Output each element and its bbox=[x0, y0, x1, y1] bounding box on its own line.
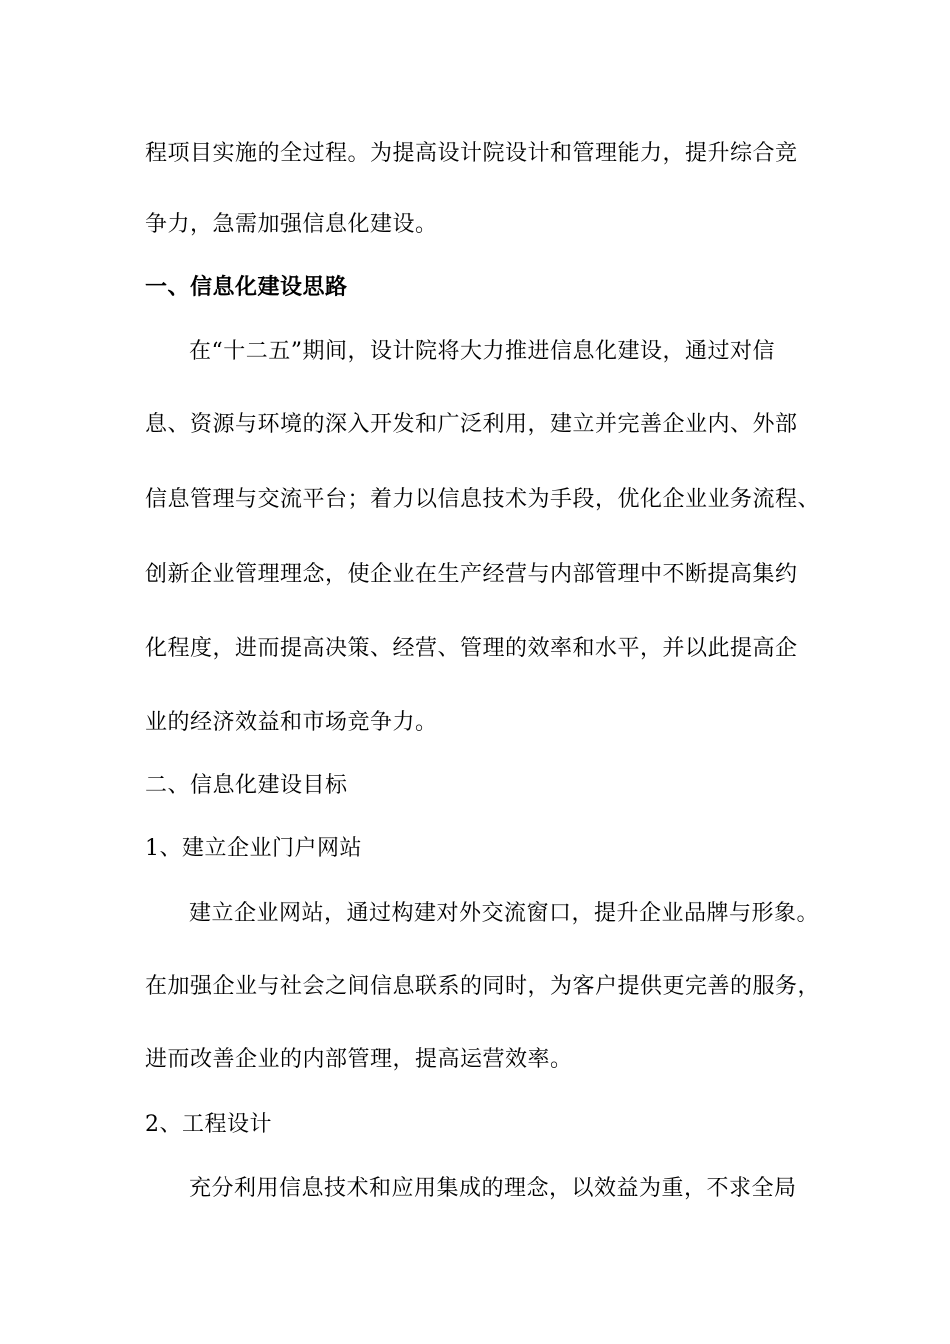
subsection-heading: 1、建立企业门户网站 bbox=[145, 836, 362, 861]
body-text-line: 充分利用信息技术和应用集成的理念，以效益为重，不求全局 bbox=[189, 1176, 797, 1201]
section-heading: 二、信息化建设目标 bbox=[145, 773, 348, 798]
body-text-line: 程项目实施的全过程。为提高设计院设计和管理能力，提升综合竞 bbox=[145, 141, 798, 166]
body-text-line: 创新企业管理理念，使企业在生产经营与内部管理中不断提高集约 bbox=[145, 562, 798, 587]
body-text-line: 在加强企业与社会之间信息联系的同时，为客户提供更完善的服务， bbox=[145, 974, 821, 999]
body-text-line: 进而改善企业的内部管理，提高运营效率。 bbox=[145, 1047, 573, 1072]
section-heading: 一、信息化建设思路 bbox=[145, 275, 348, 300]
body-text-line: 争力，急需加强信息化建设。 bbox=[145, 212, 438, 237]
body-text-line: 信息管理与交流平台；着力以信息技术为手段，优化企业业务流程、 bbox=[145, 487, 821, 512]
body-text-line: 息、资源与环境的深入开发和广泛利用，建立并完善企业内、外部 bbox=[145, 412, 798, 437]
body-text-line: 建立企业网站，通过构建对外交流窗口，提升企业品牌与形象。 bbox=[189, 901, 820, 926]
subsection-heading: 2、工程设计 bbox=[145, 1112, 272, 1137]
body-text-line: 在“十二五”期间，设计院将大力推进信息化建设，通过对信 bbox=[189, 339, 775, 364]
body-text-line: 业的经济效益和市场竞争力。 bbox=[145, 710, 438, 735]
body-text-line: 化程度，进而提高决策、经营、管理的效率和水平，并以此提高企 bbox=[145, 636, 798, 661]
